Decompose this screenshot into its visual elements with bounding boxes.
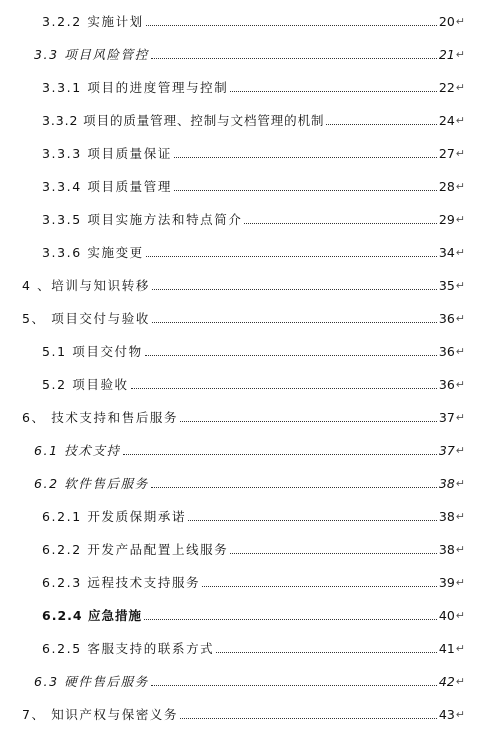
toc-entry[interactable] xyxy=(0,206,477,228)
toc-entry-page: 36 xyxy=(438,311,455,326)
toc-entry-title: 6.2.3 远程技术支持服务 xyxy=(42,575,201,590)
toc-entry[interactable] xyxy=(0,404,477,426)
toc-entry[interactable] xyxy=(0,470,477,492)
toc-entry-page: 21 xyxy=(438,47,455,62)
dot-leader xyxy=(180,421,437,422)
toc-entry-page: 40 xyxy=(438,608,455,623)
dot-leader xyxy=(188,520,437,521)
toc-entry-page: 43 xyxy=(438,707,455,722)
dot-leader xyxy=(151,487,437,488)
paragraph-mark-icon: ↵ xyxy=(455,708,465,721)
dot-leader xyxy=(180,718,437,719)
dot-leader xyxy=(326,124,436,125)
dot-leader xyxy=(152,322,437,323)
dot-leader xyxy=(230,553,436,554)
paragraph-mark-icon: ↵ xyxy=(455,312,465,325)
toc-entry-page: 38 xyxy=(438,476,455,491)
dot-leader xyxy=(146,25,437,26)
toc-entry[interactable] xyxy=(0,305,477,327)
toc-entry-page: 37 xyxy=(438,443,455,458)
toc-entry-page: 39 xyxy=(438,575,455,590)
dot-leader xyxy=(216,652,437,653)
toc-entry-title: 6.2.1 开发质保期承诺 xyxy=(42,509,187,524)
toc-entry-title: 6.2.4 应急措施 xyxy=(42,608,142,623)
paragraph-mark-icon: ↵ xyxy=(455,444,465,457)
toc-entry-page: 41 xyxy=(438,641,455,656)
toc-entry[interactable] xyxy=(0,8,477,30)
toc-entry-title: 6.3 硬件售后服务 xyxy=(34,674,149,689)
toc-entry-page: 24 xyxy=(438,113,455,128)
toc-entry-title: 3.3.2 项目的质量管理、控制与文档管理的机制 xyxy=(42,113,325,128)
dot-leader xyxy=(144,619,437,620)
toc-entry-page: 34 xyxy=(438,245,455,260)
toc-entry-title: 7、 知识产权与保密义务 xyxy=(22,707,179,722)
toc-entry-title: 3.3.1 项目的进度管理与控制 xyxy=(42,80,229,95)
toc-entry-page: 36 xyxy=(438,344,455,359)
paragraph-mark-icon: ↵ xyxy=(455,246,465,259)
paragraph-mark-icon: ↵ xyxy=(455,180,465,193)
toc-entry-title: 4 、培训与知识转移 xyxy=(22,278,150,293)
toc-entry[interactable] xyxy=(0,437,477,459)
paragraph-mark-icon: ↵ xyxy=(455,543,465,556)
paragraph-mark-icon: ↵ xyxy=(455,411,465,424)
toc-entry-title: 3.3 项目风险管控 xyxy=(34,47,149,62)
toc-entry-title: 6.2.5 客服支持的联系方式 xyxy=(42,641,215,656)
dot-leader xyxy=(202,586,437,587)
toc-entry[interactable] xyxy=(0,536,477,558)
dot-leader xyxy=(174,157,437,158)
toc-entry-page: 42 xyxy=(438,674,455,689)
dot-leader xyxy=(151,685,437,686)
toc-entry-title: 3.2.2 实施计划 xyxy=(42,14,144,29)
toc-entry[interactable] xyxy=(0,272,477,294)
toc-entry-title: 3.3.6 实施变更 xyxy=(42,245,144,260)
toc-entry-title: 3.3.4 项目质量管理 xyxy=(42,179,172,194)
dot-leader xyxy=(244,223,436,224)
toc-entry-title: 3.3.5 项目实施方法和特点简介 xyxy=(42,212,243,227)
toc-entry-title: 5.2 项目验收 xyxy=(42,377,129,392)
dot-leader xyxy=(151,58,437,59)
dot-leader xyxy=(146,256,437,257)
toc-entry-page: 35 xyxy=(438,278,455,293)
dot-leader xyxy=(230,91,436,92)
toc-entry[interactable] xyxy=(0,338,477,360)
dot-leader xyxy=(145,355,437,356)
paragraph-mark-icon: ↵ xyxy=(455,477,465,490)
toc-entry-page: 29 xyxy=(438,212,455,227)
paragraph-mark-icon: ↵ xyxy=(455,576,465,589)
toc-entry[interactable] xyxy=(0,602,477,624)
toc-entry-title: 5、 项目交付与验收 xyxy=(22,311,150,326)
dot-leader xyxy=(152,289,437,290)
toc-entry[interactable] xyxy=(0,668,477,690)
paragraph-mark-icon: ↵ xyxy=(455,213,465,226)
toc-entry[interactable] xyxy=(0,74,477,96)
paragraph-mark-icon: ↵ xyxy=(455,642,465,655)
toc-entry[interactable] xyxy=(0,701,477,723)
toc-entry[interactable] xyxy=(0,503,477,525)
dot-leader xyxy=(131,388,437,389)
toc-entry-page: 22 xyxy=(438,80,455,95)
toc-entry[interactable] xyxy=(0,140,477,162)
paragraph-mark-icon: ↵ xyxy=(455,15,465,28)
toc-entry-page: 28 xyxy=(438,179,455,194)
toc-entry-title: 6.2 软件售后服务 xyxy=(34,476,149,491)
dot-leader xyxy=(174,190,437,191)
toc-entry[interactable] xyxy=(0,635,477,657)
toc-entry[interactable] xyxy=(0,371,477,393)
toc-entry-title: 5.1 项目交付物 xyxy=(42,344,143,359)
toc-entry[interactable] xyxy=(0,569,477,591)
paragraph-mark-icon: ↵ xyxy=(455,345,465,358)
toc-entry[interactable] xyxy=(0,173,477,195)
toc-entry-title: 6.1 技术支持 xyxy=(34,443,121,458)
paragraph-mark-icon: ↵ xyxy=(455,81,465,94)
toc-entry-page: 20 xyxy=(438,14,455,29)
toc-entry-title: 6.2.2 开发产品配置上线服务 xyxy=(42,542,229,557)
toc-entry-title: 3.3.3 项目质量保证 xyxy=(42,146,172,161)
toc-entry[interactable] xyxy=(0,239,477,261)
toc-entry-page: 27 xyxy=(438,146,455,161)
toc-entry[interactable] xyxy=(0,107,477,129)
dot-leader xyxy=(123,454,437,455)
paragraph-mark-icon: ↵ xyxy=(455,147,465,160)
toc-entry-page: 37 xyxy=(438,410,455,425)
paragraph-mark-icon: ↵ xyxy=(455,510,465,523)
toc-entry-page: 38 xyxy=(438,542,455,557)
paragraph-mark-icon: ↵ xyxy=(455,279,465,292)
toc-entry-page: 36 xyxy=(438,377,455,392)
toc-entry-title: 6、 技术支持和售后服务 xyxy=(22,410,179,425)
paragraph-mark-icon: ↵ xyxy=(455,378,465,391)
paragraph-mark-icon: ↵ xyxy=(455,48,465,61)
toc-entry-page: 38 xyxy=(438,509,455,524)
toc-entry[interactable] xyxy=(0,41,477,63)
paragraph-mark-icon: ↵ xyxy=(455,609,465,622)
paragraph-mark-icon: ↵ xyxy=(455,675,465,688)
paragraph-mark-icon: ↵ xyxy=(455,114,465,127)
